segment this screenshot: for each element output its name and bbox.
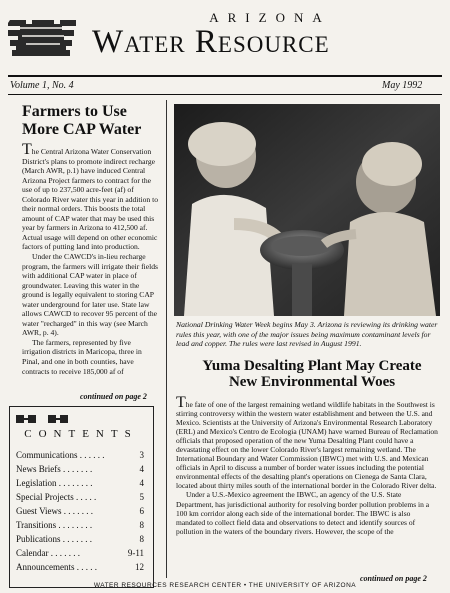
- column-divider: [166, 100, 167, 578]
- right-article-body: [176, 394, 438, 536]
- continued-link-right[interactable]: continued on page 2: [360, 574, 427, 583]
- drop-cap: T: [176, 394, 186, 411]
- right-article-headline: Yuma Desalting Plant May Create New Environmental Woes: [202, 358, 422, 390]
- footer-publisher: WATER RESOURCES RESEARCH CENTER • THE UNIVERSITY OF ARIZONA: [93, 582, 357, 589]
- issue-date: May 1992: [382, 80, 423, 91]
- continued-link-left[interactable]: continued on page 2: [80, 392, 147, 401]
- left-article-paragraph: The Central Arizona Water Conservation District's plans to promote indirect recharge (March AWR, p.1) have induced Central Arizona Project farmers to contract for the use of up to 237,500 acre-feet (af) of Colorado River water this year in addition to their normal orders. This boosts the total amount of CAP water that may be used this year by farmers in Arizona to 412,500 af. Actual usage will depend on other economic factors of putting land into production.: [22, 141, 159, 252]
- photo-caption: National Drinking Water Week begins May 3. Arizona is reviewing its drinking water rules this year, with one of the major issues being maximum contaminant levels for lead and copper. The rules were last revised in August 1991.: [176, 320, 438, 349]
- left-article-paragraph: The farmers, represented by five irrigation districts in Maricopa, three in Pinal, and one in both counties, have contracts to receive 185,000 af of: [22, 337, 142, 376]
- contents-heading: CONTENTS: [24, 428, 138, 440]
- right-article-paragraph: The fate of one of the largest remaining wetland wildlife habitats in the Southwest is stirring controversy within the western water establishment and between the U.S. and Mexico. Scientists at the University of Arizona's Environmental Research Laboratory (ERL) and Mexico's Centro de Ecologia (UNAM) have warned Bureau of Reclamation officials that proposed operation of the new Yuma Desalting Plant could have a devastating effect on the lower Colorado River's largest remaining wetland. The International Boundary and Water Commission (IBWC) met with U.S. and Mexican officials in April to discuss a number of border water issues including the potential environmental effects of the desalting plant's operations on Cienega de Santa Clara, located about thirty miles south of the international border in the Colorado River delta.: [176, 394, 438, 491]
- masthead-rule-lower: [8, 94, 442, 95]
- left-article-body: [22, 141, 160, 376]
- left-article-paragraph: Under the CAWCD's in-lieu recharge program, the farmers will irrigate their fields with additional CAP water in place of groundwater. Leaving this water in the ground is legally equivalent to storing CAP water underground for later use. State law allows CAWCD to recover 95 percent of the water "recharged" in this way (see March AWR, p. 4).: [22, 252, 159, 338]
- zia-ornament-icon: [14, 413, 104, 425]
- issue-volume: Volume 1, No. 4: [10, 80, 74, 91]
- masthead-rule: [8, 75, 442, 77]
- drop-cap: T: [22, 141, 32, 158]
- right-article-paragraph: Under a U.S.-Mexico agreement the IBWC, an agency of the U.S. State Department, has jurisdictional authority for resolving border pollution problems in a 100 km corridor along each side of the international border. The IBWC is also mandated to collect field data and observations to detect and identify sources of pollution in the waters of the boundary rivers. However, the scope of the: [176, 490, 430, 536]
- masthead-kicker: ARIZONA: [209, 10, 331, 25]
- children-drinking-fountain-photo: [174, 104, 440, 316]
- left-article-headline: Farmers to Use More CAP Water: [22, 103, 142, 138]
- masthead-title: Water Resource: [92, 24, 330, 60]
- zia-logo: [8, 14, 78, 58]
